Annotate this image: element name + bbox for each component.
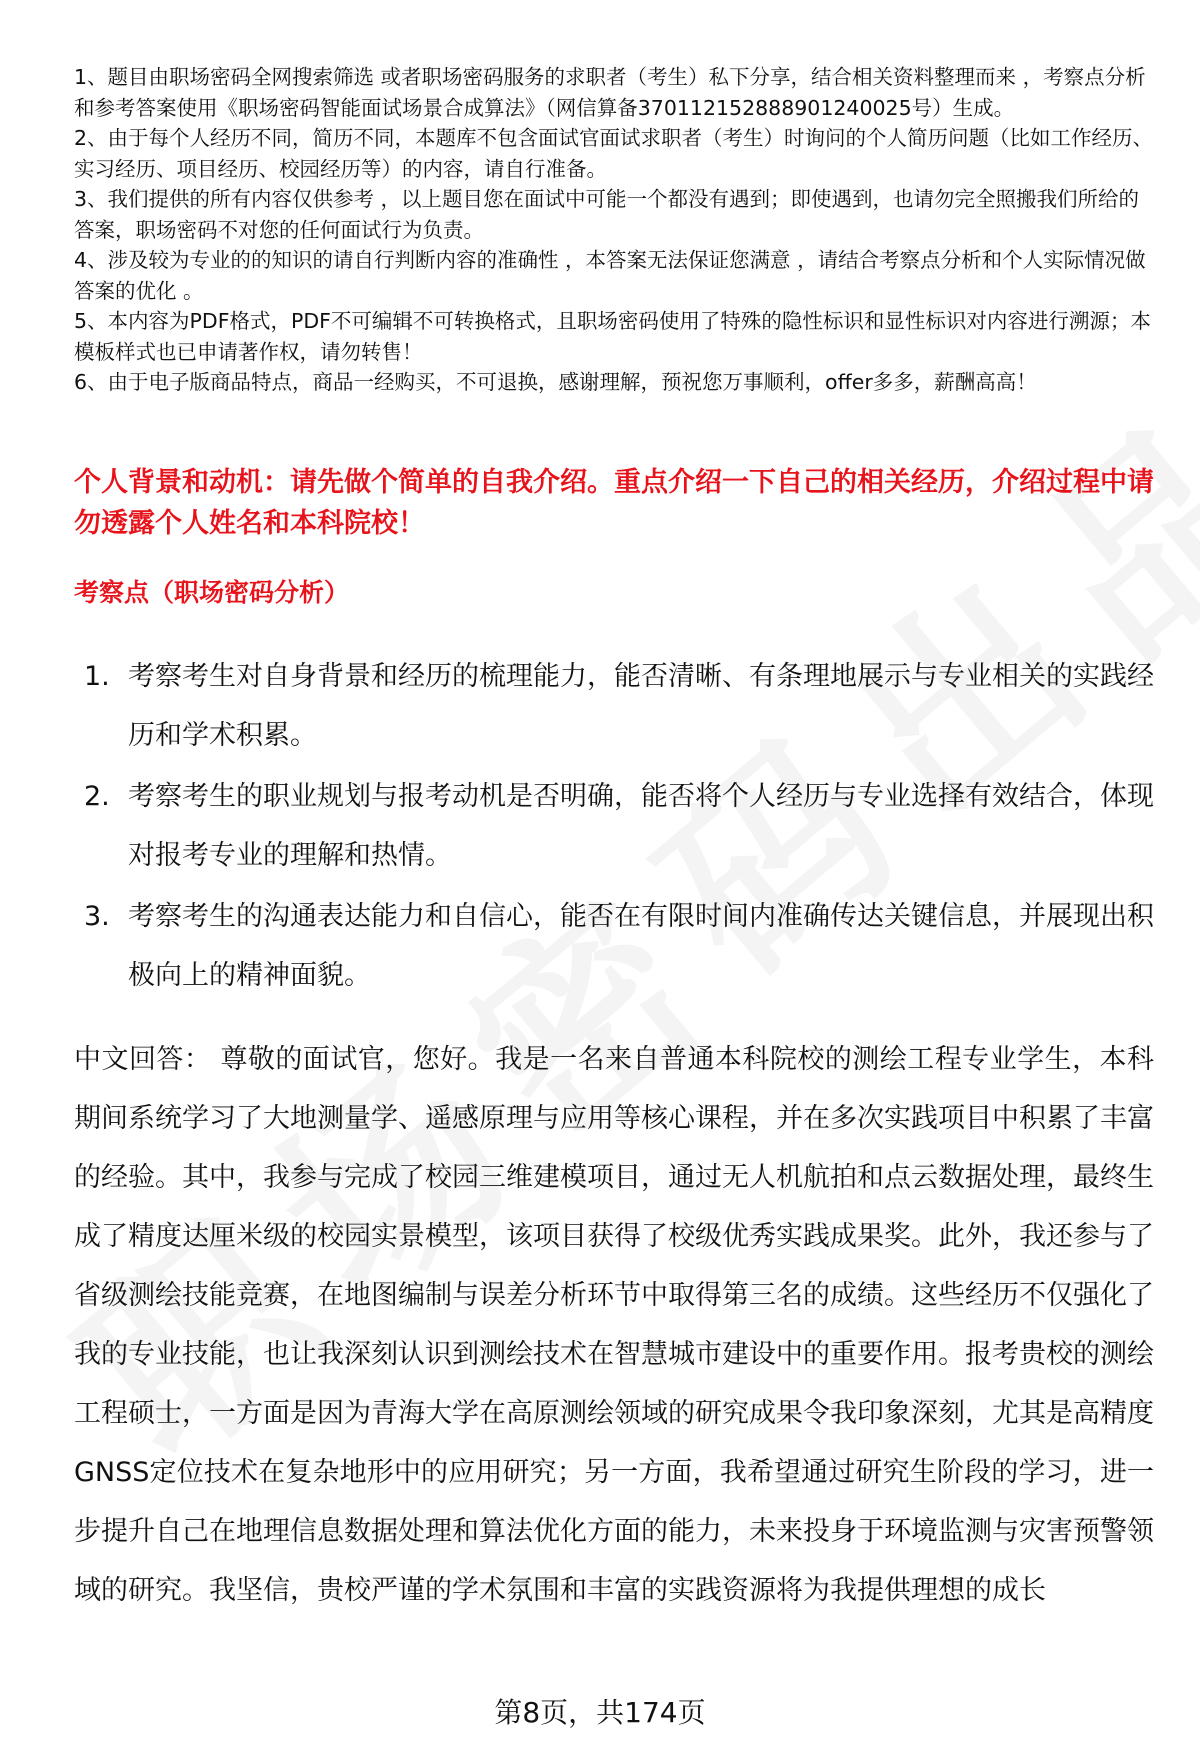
notice-list	[74, 62, 1154, 398]
notice-item: 5、本内容为PDF格式，PDF不可编辑不可转换格式，且职场密码使用了特殊的隐性标识和显性标识对内容进行溯源；本模板样式也已申请著作权，请勿转售！	[74, 309, 1151, 364]
notice-item: 2、由于每个人经历不同，简历不同，本题库不包含面试官面试求职者（考生）时询问的个人简历问题（比如工作经历、实习经历、项目经历、校园经历等）的内容，请自行准备。	[74, 126, 1154, 181]
point-text: 考察考生的沟通表达能力和自信心，能否在有限时间内准确传达关键信息，并展现出积极向上的精神面貌。	[128, 901, 1154, 991]
notice-item: 1、题目由职场密码全网搜索筛选 或者职场密码服务的求职者（考生）私下分享，结合相关资料整理而来 ，考察点分析和参考答案使用《职场密码智能面试场景合成算法》（网信算备370112152888901240025号）生成。	[74, 65, 1146, 120]
point-text: 考察考生的职业规划与报考动机是否明确，能否将个人经历与专业选择有效结合，体现对报考专业的理解和热情。	[128, 781, 1154, 871]
analysis-heading: 考察点（职场密码分析）	[74, 578, 350, 607]
point-number: 1.	[84, 661, 110, 692]
notice-item: 3、我们提供的所有内容仅供参考 ，以上题目您在面试中可能一个都没有遇到；即使遇到，也请勿完全照搬我们所给的答案，职场密码不对您的任何面试行为负责。	[74, 187, 1140, 242]
question-title: 个人背景和动机：请先做个简单的自我介绍。重点介绍一下自己的相关经历，介绍过程中请勿透露个人姓名和本科院校！	[74, 467, 1154, 539]
notice-item: 6、由于电子版商品特点，商品一经购买，不可退换，感谢理解，预祝您万事顺利，offer多多，薪酬高高！	[74, 370, 1037, 394]
analysis-point	[74, 647, 1154, 765]
notice-item: 4、涉及较为专业的的知识的请自行判断内容的准确性 ，本答案无法保证您满意 ，请结合考察点分析和个人实际情况做答案的优化 。	[74, 248, 1146, 303]
answer-paragraph	[74, 1030, 1154, 1620]
analysis-point	[74, 767, 1154, 885]
analysis-point	[74, 887, 1154, 1005]
point-number: 2.	[84, 781, 110, 812]
analysis-point-list	[74, 647, 1154, 1007]
point-number: 3.	[84, 901, 110, 932]
answer-text: 尊敬的面试官，您好。我是一名来自普通本科院校的测绘工程专业学生，本科期间系统学习了大地测量学、遥感原理与应用等核心课程，并在多次实践项目中积累了丰富的经验。其中，我参与完成了校园三维建模项目，通过无人机航拍和点云数据处理，最终生成了精度达厘米级的校园实景模型，该项目获得了校级优秀实践成果奖。此外，我还参与了省级测绘技能竞赛，在地图编制与误差分析环节中取得第三名的成绩。这些经历不仅强化了我的专业技能，也让我深刻认识到测绘技术在智慧城市建设中的重要作用。报考贵校的测绘工程硕士，一方面是因为青海大学在高原测绘领域的研究成果令我印象深刻，尤其是高精度GNSS定位技术在复杂地形中的应用研究；另一方面，我希望通过研究生阶段的学习，进一步提升自己在地理信息数据处理和算法优化方面的能力，未来投身于环境监测与灾害预警领域的研究。我坚信，贵校严谨的学术氛围和丰富的实践资源将为我提供理想的成长	[74, 1044, 1155, 1606]
point-text: 考察考生对自身背景和经历的梳理能力，能否清晰、有条理地展示与专业相关的实践经历和学术积累。	[128, 661, 1154, 751]
page-number: 第8页，共174页	[494, 1696, 706, 1729]
answer-label: 中文回答：	[74, 1044, 212, 1075]
